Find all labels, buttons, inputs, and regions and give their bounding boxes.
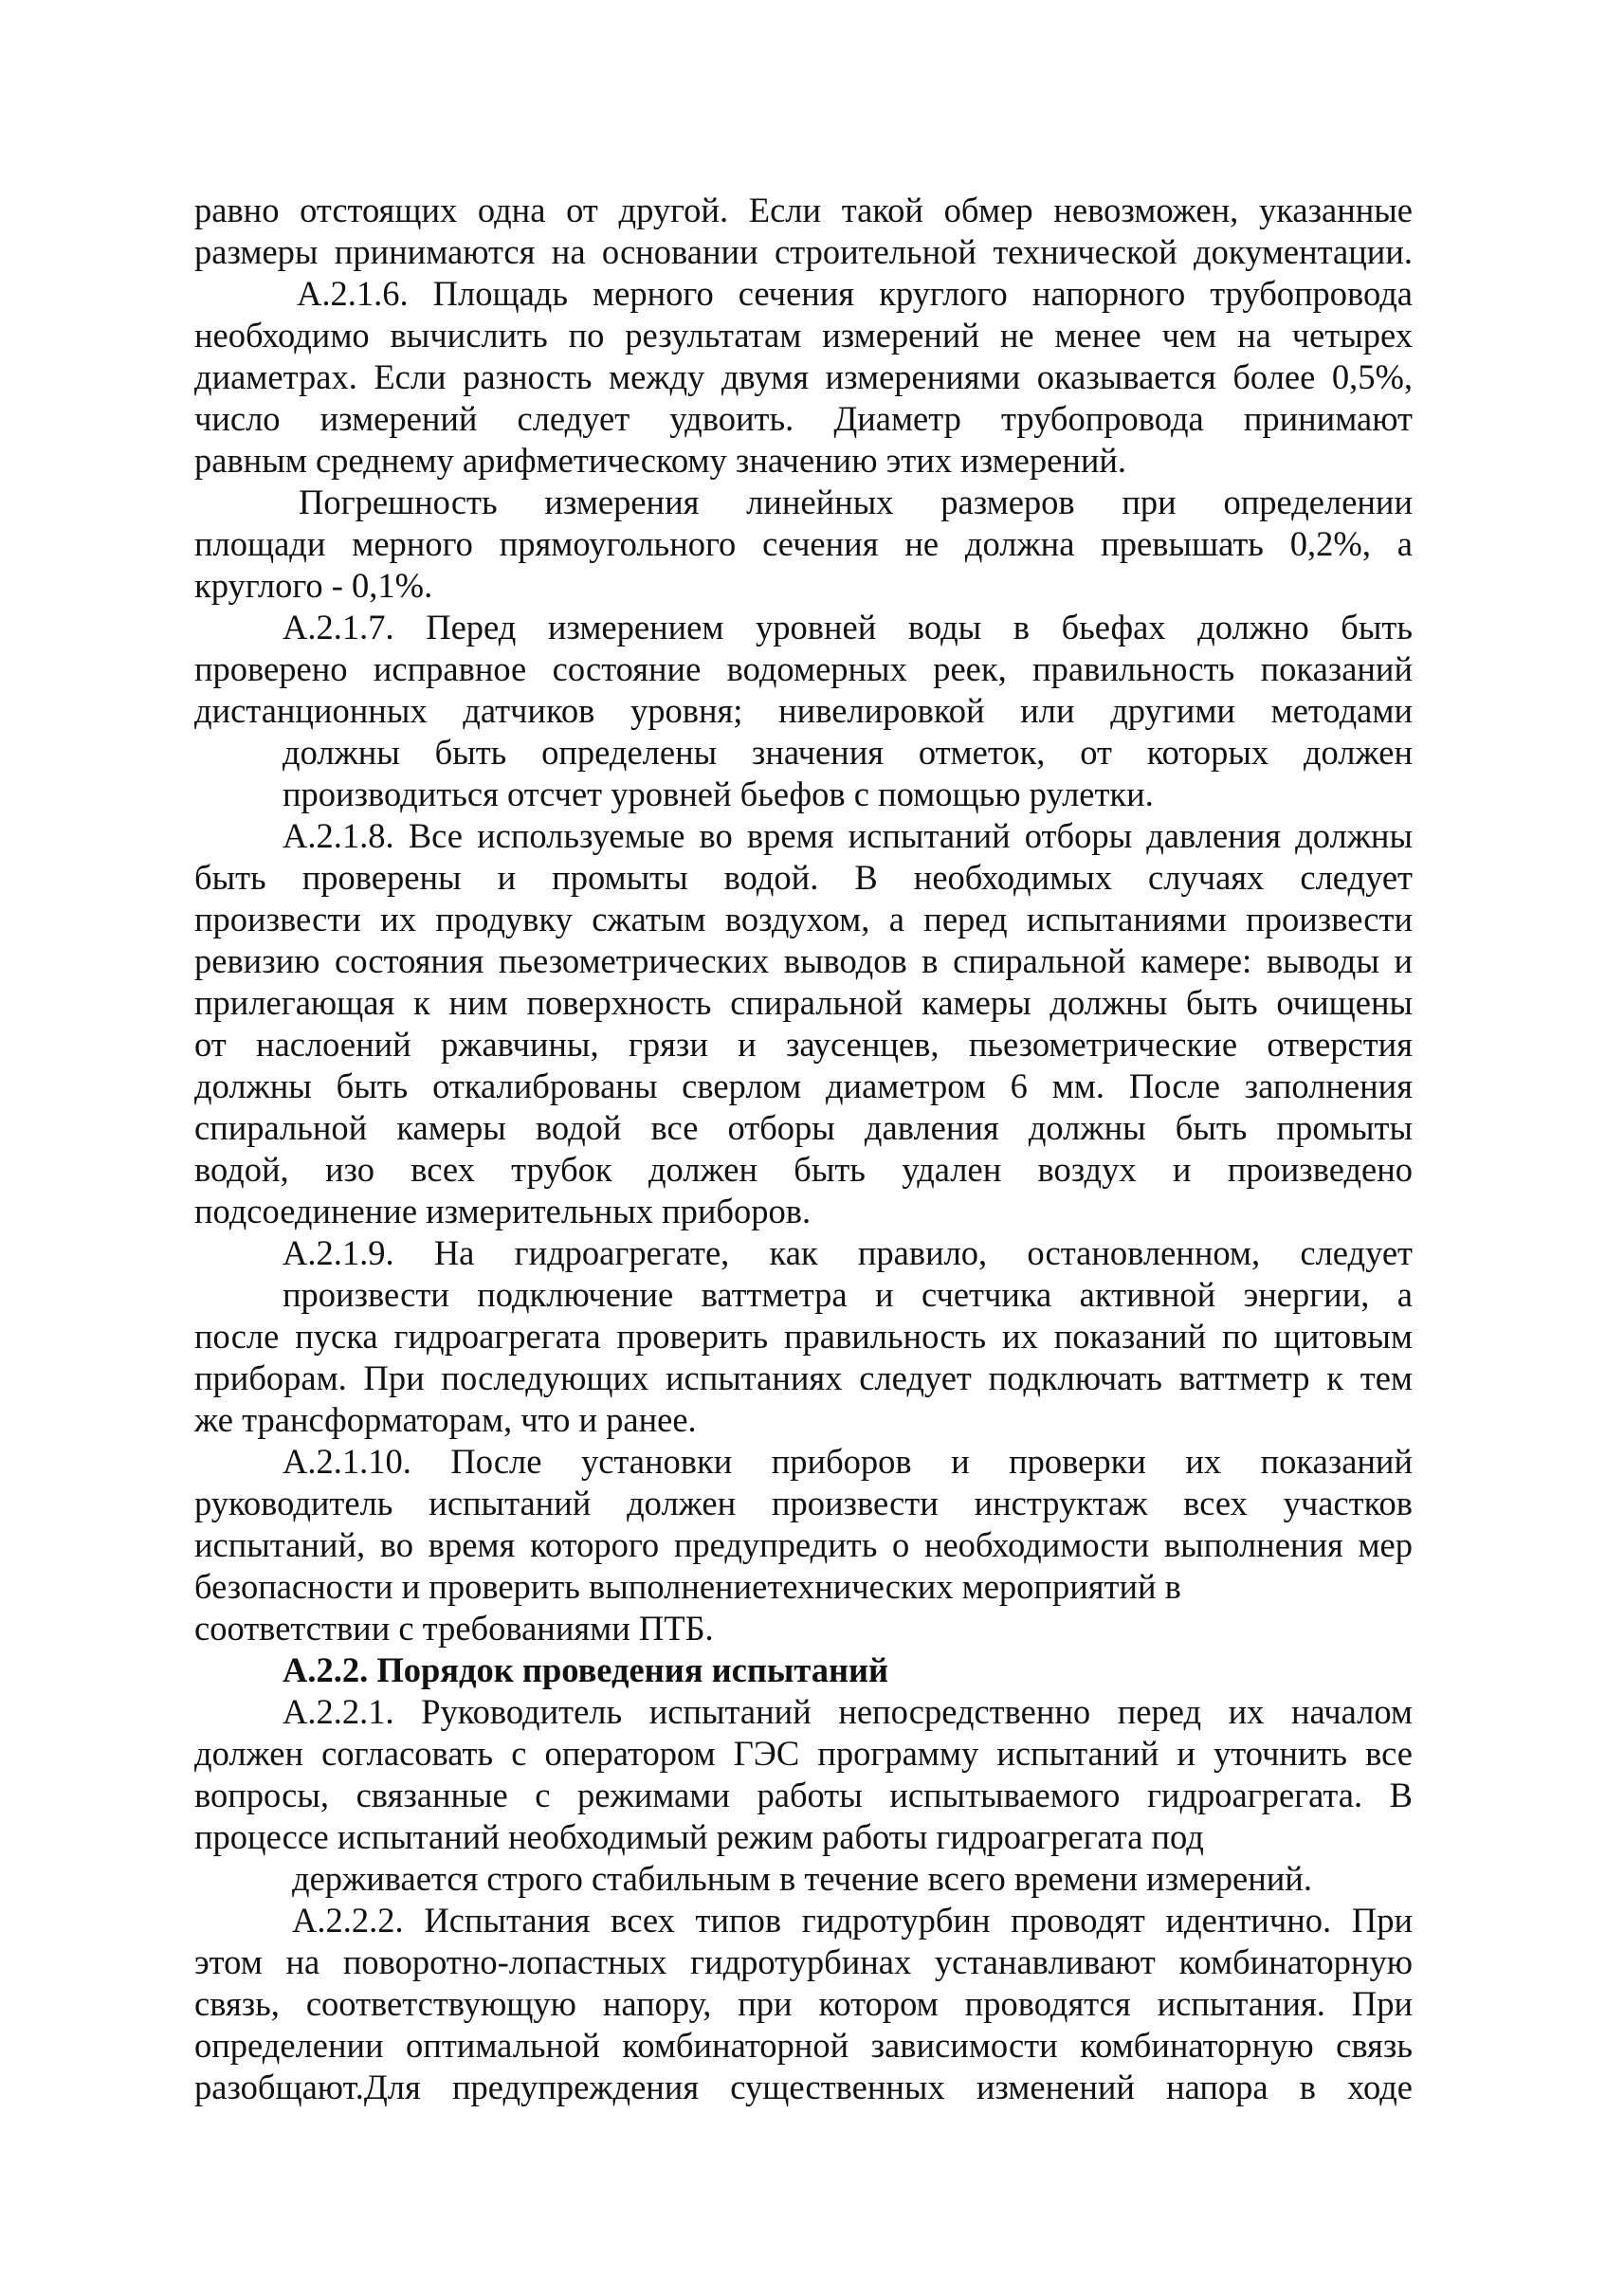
text-line: приборам. При последующих испытаниях следует подключать ваттметр к тем: [194, 1358, 1413, 1397]
text-line: необходимо вычислить по результатам измерений не менее чем на четырех: [194, 316, 1413, 355]
text-line: А.2.1.8. Все используемые во время испытаний отборы давления должны: [283, 816, 1413, 855]
section-heading: А.2.2. Порядок проведения испытаний: [283, 1650, 889, 1689]
text-line: безопасности и проверить выполнениетехнических мероприятий в: [194, 1567, 1181, 1606]
text-line: должны быть определены значения отметок, от которых должен: [283, 733, 1413, 772]
text-line: вопросы, связанные с режимами работы испытываемого гидроагрегата. В: [194, 1776, 1413, 1814]
text-line: разобщают.Для предупреждения существенных изменений напора в ходе: [194, 2068, 1413, 2106]
text-line: произвести их продувку сжатым воздухом, а перед испытаниями произвести: [194, 900, 1413, 938]
text-line: держивается строго стабильным в течение всего времени измерений.: [292, 1859, 1312, 1898]
text-line: дистанционных датчиков уровня; нивелировкой или другими методами: [194, 691, 1413, 730]
text-line: процессе испытаний необходимый режим работы гидроагрегата под: [194, 1817, 1204, 1856]
text-line: водой, изо всех трубок должен быть удален воздух и произведено: [194, 1150, 1413, 1189]
text-line: круглого - 0,1%.: [194, 566, 433, 605]
text-line: после пуска гидроагрегата проверить правильность их показаний по щитовым: [194, 1317, 1413, 1356]
text-line: руководитель испытаний должен произвести инструктаж всех участков: [194, 1484, 1413, 1522]
text-line: произвести подключение ваттметра и счетчика активной энергии, а: [283, 1275, 1413, 1314]
text-line: от наслоений ржавчины, грязи и заусенцев, пьезометрические отверстия: [194, 1025, 1413, 1064]
text-line: площади мерного прямоугольного сечения не должна превышать 0,2%, а: [194, 524, 1413, 563]
text-line: А.2.2.2. Испытания всех типов гидротурбин проводят идентично. При: [292, 1901, 1413, 1940]
text-line: должны быть откалиброваны сверлом диаметром 6 мм. После заполнения: [194, 1066, 1413, 1105]
text-line: же трансформаторам, что и ранее.: [194, 1400, 697, 1439]
text-line: А.2.1.7. Перед измерением уровней воды в бьефах должно быть: [283, 608, 1413, 647]
text-line: равно отстоящих одна от другой. Если такой обмер невозможен, указанные: [194, 191, 1413, 229]
text-line: А.2.1.10. После установки приборов и проверки их показаний: [283, 1442, 1413, 1481]
text-line: быть проверены и промыты водой. В необходимых случаях следует: [194, 858, 1413, 897]
text-line: размеры принимаются на основании строительной технической документации.: [194, 232, 1413, 271]
text-line: производиться отсчет уровней бьефов с помощью рулетки.: [283, 774, 1154, 813]
text-line: связь, соответствующую напору, при котором проводятся испытания. При: [194, 1984, 1413, 2023]
text-line: ревизию состояния пьезометрических выводов в спиральной камере: выводы и: [194, 941, 1413, 980]
text-line: испытаний, во время которого предупредить о необходимости выполнения мер: [194, 1525, 1413, 1564]
text-line: диаметрах. Если разность между двумя измерениями оказывается более 0,5%,: [194, 357, 1413, 396]
text-line: спиральной камеры водой все отборы давления должны быть промыты: [194, 1108, 1413, 1147]
text-line: определении оптимальной комбинаторной зависимости комбинаторную связь: [194, 2026, 1413, 2065]
text-line: прилегающая к ним поверхность спиральной камеры должны быть очищены: [194, 983, 1413, 1022]
text-line: этом на поворотно-лопастных гидротурбинах устанавливают комбинаторную: [194, 1942, 1413, 1981]
text-line: А.2.2.1. Руководитель испытаний непосредственно перед их началом: [283, 1692, 1413, 1731]
text-line: Погрешность измерения линейных размеров при определении: [299, 483, 1413, 521]
text-line: соответствии с требованиями ПТБ.: [194, 1609, 714, 1648]
text-line: равным среднему арифметическому значению этих измерений.: [194, 441, 1127, 480]
text-line: должен согласовать с оператором ГЭС программу испытаний и уточнить все: [194, 1734, 1413, 1773]
text-line: подсоединение измерительных приборов.: [194, 1192, 812, 1230]
text-line: А.2.1.6. Площадь мерного сечения круглого напорного трубопровода: [297, 274, 1413, 313]
text-line: число измерений следует удвоить. Диаметр трубопровода принимают: [194, 399, 1413, 438]
text-line: проверено исправное состояние водомерных реек, правильность показаний: [194, 649, 1413, 688]
text-line: А.2.1.9. На гидроагрегате, как правило, остановленном, следует: [283, 1233, 1413, 1272]
